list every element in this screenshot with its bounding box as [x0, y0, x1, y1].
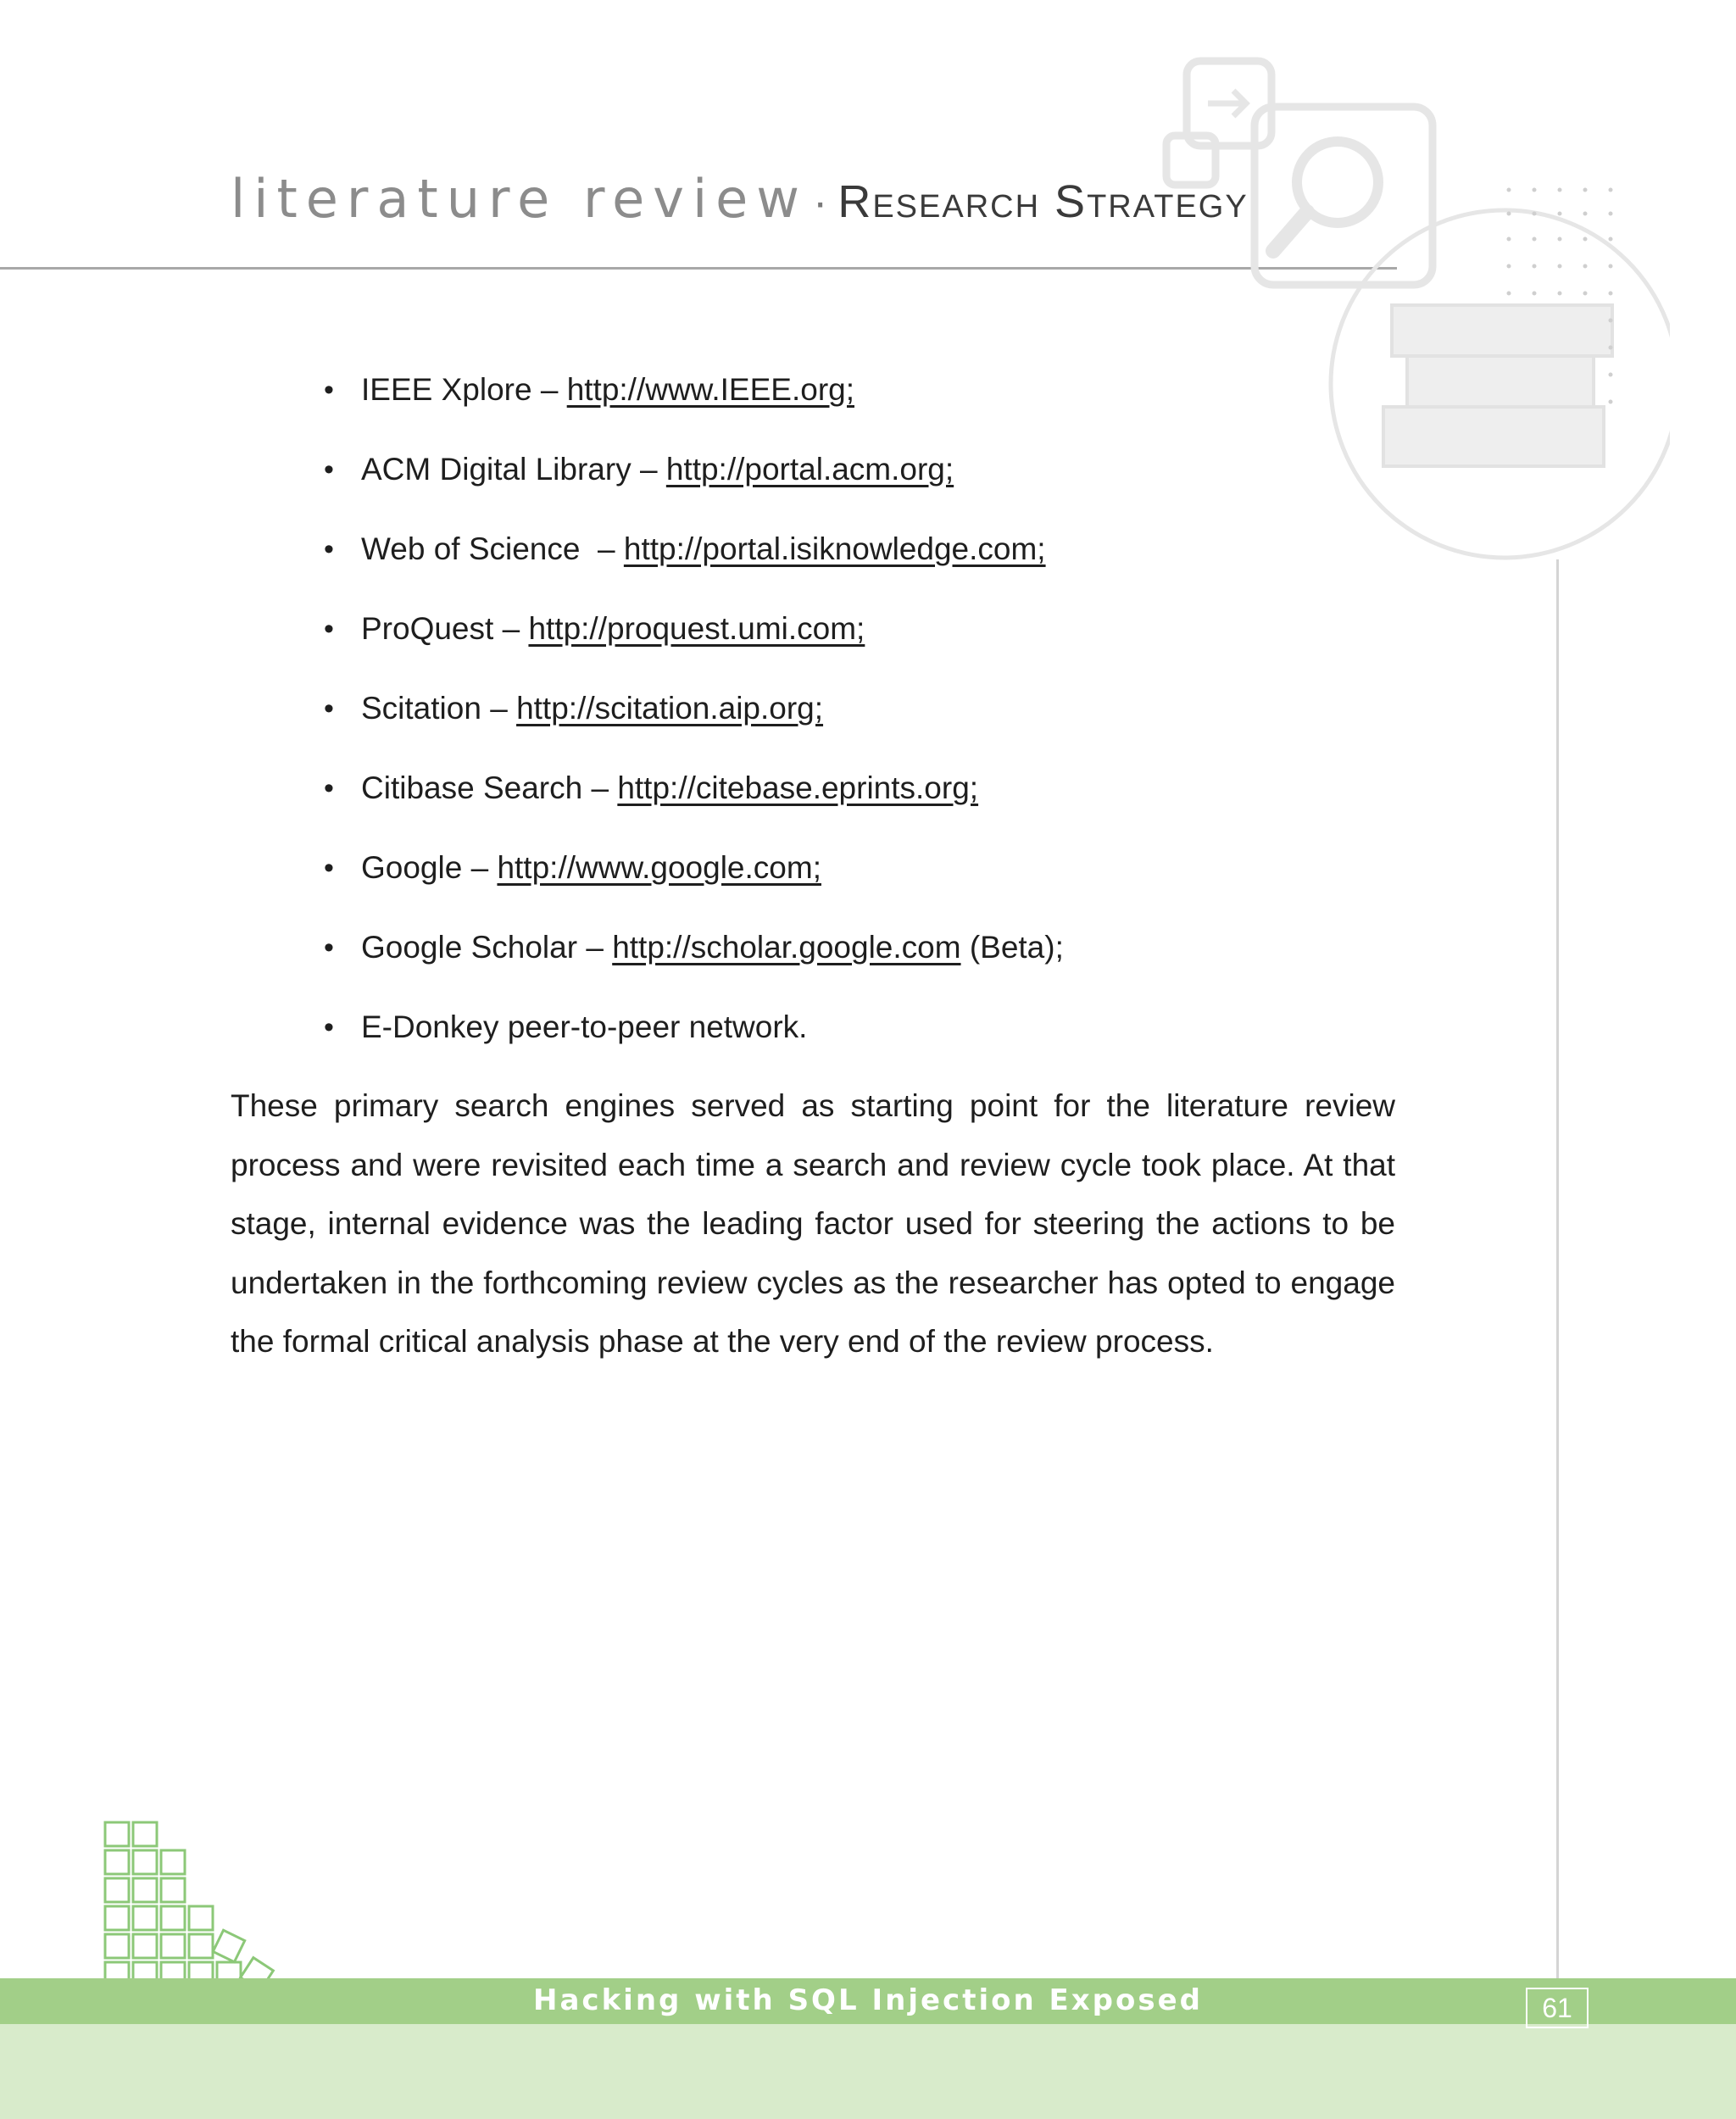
list-item — [319, 363, 1421, 442]
source-suffix: (Beta); — [960, 930, 1064, 965]
item-text — [361, 602, 865, 656]
decorative-square — [105, 1822, 129, 1846]
decorative-square — [161, 1934, 185, 1958]
decorative-square — [105, 1906, 129, 1930]
list-item — [319, 442, 1421, 522]
source-link[interactable]: http://scholar.google.com — [612, 930, 961, 965]
bullet-icon: • — [324, 1011, 334, 1043]
list-item — [319, 920, 1421, 1000]
source-link[interactable]: http://www.google.com; — [497, 850, 821, 885]
subsection-title: Research Strategy — [837, 176, 1249, 227]
bullet-icon: • — [324, 613, 334, 645]
decorative-square — [105, 1850, 129, 1874]
decorative-square — [133, 1822, 157, 1846]
item-text — [361, 681, 823, 736]
source-link[interactable]: http://scitation.aip.org; — [516, 691, 824, 726]
source-link[interactable]: http://proquest.umi.com; — [528, 611, 865, 646]
margin-rule — [1556, 559, 1559, 1983]
decorative-square — [133, 1878, 157, 1902]
bullet-icon: • — [324, 533, 334, 565]
source-name: Scitation – — [361, 691, 517, 726]
list-item — [319, 841, 1421, 920]
item-text — [361, 920, 1064, 975]
bullet-icon: • — [324, 692, 334, 725]
decorative-square — [161, 1906, 185, 1930]
decorative-square — [105, 1878, 129, 1902]
list-item — [319, 681, 1421, 761]
source-name: E-Donkey peer-to-peer network. — [361, 1009, 808, 1044]
page-number: 61 — [1526, 1988, 1589, 2028]
decorative-square — [133, 1850, 157, 1874]
bullet-icon: • — [324, 453, 334, 486]
decorative-square — [213, 1930, 244, 1961]
item-text — [361, 1000, 807, 1054]
source-name: Citibase Search – — [361, 770, 618, 805]
item-text — [361, 522, 1046, 576]
list-item — [319, 522, 1421, 602]
decorative-square — [161, 1878, 185, 1902]
book-title: Hacking with SQL Injection Exposed — [533, 1983, 1203, 2017]
bullet-icon: • — [324, 772, 334, 804]
bullet-icon: • — [324, 374, 334, 406]
item-text — [361, 363, 854, 417]
bullet-icon: • — [324, 852, 334, 884]
source-name: Google Scholar – — [361, 930, 613, 965]
decorative-square — [161, 1850, 185, 1874]
source-link[interactable]: http://citebase.eprints.org; — [617, 770, 979, 805]
decorative-square — [189, 1906, 213, 1930]
title-separator: · — [813, 178, 828, 227]
bullet-icon: • — [324, 932, 334, 964]
source-name: IEEE Xplore – — [361, 372, 567, 407]
list-item — [319, 761, 1421, 841]
source-name: ProQuest – — [361, 611, 529, 646]
decorative-square — [105, 1934, 129, 1958]
search-engine-list — [319, 363, 1421, 1080]
body-paragraph: These primary search engines served as starting point for the literature review process and were revisited each time a search and review cycle took place. At that stage, internal evidence was the leading factor used for steering the actions to be undertaken in the forthcoming review cycles as the researcher has opted to engage the formal critical analysis phase at the very end of the review process. — [231, 1088, 1395, 1359]
source-name: ACM Digital Library – — [361, 452, 666, 487]
list-item — [319, 1000, 1421, 1080]
decorative-square — [133, 1934, 157, 1958]
decorative-square — [133, 1906, 157, 1930]
source-link[interactable]: http://www.IEEE.org; — [566, 372, 854, 407]
source-name: Web of Science – — [361, 531, 624, 566]
decorative-square — [189, 1934, 213, 1958]
source-name: Google – — [361, 850, 498, 885]
footer-background — [0, 2024, 1736, 2119]
source-link[interactable]: http://portal.isiknowledge.com; — [623, 531, 1046, 566]
list-item — [319, 602, 1421, 681]
section-title: literature review — [231, 168, 809, 230]
page-header — [231, 168, 1249, 236]
item-text — [361, 442, 954, 497]
source-link[interactable]: http://portal.acm.org; — [665, 452, 954, 487]
item-text — [361, 841, 821, 895]
item-text — [361, 761, 978, 815]
